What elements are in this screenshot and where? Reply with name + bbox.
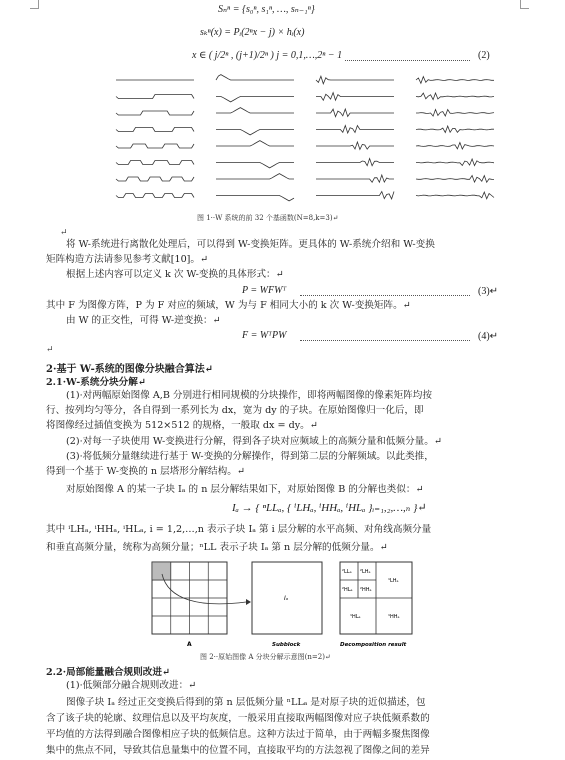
basis-function-curve — [116, 194, 194, 198]
basis-function-curve — [216, 163, 294, 168]
basis-function-curve — [216, 174, 294, 179]
paragraph-5-line-3: 含了该子块的轮廓、纹理信息以及平均灰度，一般采用直接取两幅图像对应子块低频系数的 — [46, 713, 430, 724]
basis-function-curve — [116, 161, 194, 165]
basis-function-curve — [416, 159, 494, 166]
basis-function-curve — [116, 95, 194, 99]
paragraph-1-line-1: 将 W-系统进行离散化处理后，可以得到 W-变换矩阵。更具体的 W-系统介绍和 W-变换 — [66, 239, 435, 250]
figure-1-basis-functions — [112, 72, 532, 212]
paragraph-5-line-2: 图像子块 Iₐ 经过正交变换后得到的第 n 层低频分量 ⁿLLₐ 是对原子块的近似描述，包 — [66, 697, 426, 708]
paragraph-3-line-5: (3)·将低频分量继续进行基于 W-变换的分解操作，得到第二层的分解频域。以此类推， — [66, 451, 434, 462]
image-a-selected-block — [152, 562, 171, 580]
cell-1hl: ¹HLₐ — [350, 614, 361, 620]
label-a: A — [187, 641, 192, 648]
basis-function-curve — [316, 126, 394, 134]
paragraph-3-line-4: (2)·对每一子块使用 W-变换进行分解，得到各子块对应频域上的高频分量和低频分量。↵ — [66, 436, 442, 447]
paragraph-2-line-1: 其中 F 为图像方阵，P 为 F 对应的频域，W 为与 F 相同大小的 k 次 W-变换矩阵。↵ — [46, 300, 411, 311]
basis-function-curve — [216, 108, 294, 113]
basis-function-curve — [416, 143, 494, 150]
equation-leader-dots — [345, 60, 470, 61]
equation-number-2: (2) — [478, 50, 490, 61]
section-2-1-heading: 2.1·W-系统分块分解↵ — [46, 377, 146, 388]
basis-function-curve — [216, 130, 294, 135]
equation-5: Iₐ → { ⁿLLₐ, { ⁱLHₐ, ⁱHHₐ, ⁱHLₐ }ᵢ₌₁,₂,…,ₙ }↵ — [232, 502, 427, 514]
cell-2lh: ²LHₐ — [360, 569, 371, 575]
equation-4-leader-dots — [300, 340, 470, 341]
equation-number-4: (4)↵ — [478, 331, 499, 342]
basis-function-curve — [216, 97, 294, 102]
basis-function-curve — [316, 142, 394, 149]
paragraph-1-line-2: 矩阵构造方法请参见参考文献[10]。↵ — [46, 254, 209, 265]
basis-function-curve — [316, 76, 394, 84]
paragraph-3-line-6: 得到一个基于 W-变换的 n 层塔形分解结构。↵ — [46, 466, 245, 477]
cell-1hh: ¹HHₐ — [388, 614, 400, 620]
equation-3: P = WFWᵀ — [242, 285, 287, 296]
paragraph-5-line-1: (1)·低频部分融合规则改进：↵ — [66, 680, 197, 691]
arrow-head — [246, 599, 251, 605]
paragraph-4-line-2: 和垂直高频分量，统称为高频分量；ⁿLL 表示子块 Iₐ 第 n 层分解的低频分量。↵ — [46, 542, 388, 553]
subblock-label-ia: Iₐ — [284, 595, 289, 602]
paragraph-2-line-2: 由 W 的正交性，可得 W-逆变换：↵ — [66, 315, 221, 326]
basis-function-curve — [416, 77, 494, 84]
basis-function-curve — [216, 75, 294, 80]
basis-function-curve — [416, 93, 494, 100]
basis-function-curve — [116, 111, 194, 115]
basis-function-curve — [116, 128, 194, 132]
cell-2hh: ²HHₐ — [360, 587, 372, 593]
paragraph-3-line-2: 行、按列均匀等分，各自得到一系列长为 dx，宽为 dy 的子块。在原始图像归一化后，即 — [46, 405, 424, 416]
basis-function-curve — [116, 144, 194, 148]
paragraph-3-line-1: (1)·对两幅原始图像 A,B 分别进行相同规模的分块操作，即将两幅图像的像素矩阵均按 — [66, 390, 432, 401]
equation-sn: Sₙⁿ = {s₀ⁿ, s₁ⁿ, …, sₙ₋₁ⁿ} — [218, 4, 315, 15]
paragraph-3-line-7: 对原始图像 A 的某一子块 Iₐ 的 n 层分解结果如下，对原始图像 B 的分解也类似：↵ — [66, 484, 424, 495]
basis-function-curve — [216, 196, 294, 201]
paragraph-5-line-5: 集中的焦点不同，导致其信息量集中的位置不同，直接取平均的方法忽视了图像之间的差异 — [46, 745, 430, 756]
figure-2-caption: 图 2··原始图像 A 分块分解示意图(n=2)↵ — [200, 653, 331, 661]
label-subblock: Subblock — [272, 642, 301, 648]
section-2-heading: 2·基于 W-系统的图像分块融合算法↵ — [46, 364, 214, 375]
cell-1lh: ¹LHₐ — [388, 578, 399, 584]
figure-1-caption: 图 1··W 系统的前 32 个基函数(N=8,k=3)↵ — [197, 214, 339, 222]
basis-function-curve — [316, 175, 394, 182]
basis-function-curve — [416, 192, 494, 199]
basis-function-curve — [416, 176, 494, 183]
figure-2-block-decomposition — [150, 560, 430, 652]
equation-range: x ∈ ( j/2ⁿ , (j+1)/2ⁿ ) j = 0,1,…,2ⁿ − 1 — [192, 50, 343, 61]
paragraph-1-line-3: 根据上述内容可以定义 k 次 W-变换的具体形式：↵ — [66, 269, 284, 280]
basis-function-curve — [316, 93, 394, 101]
paragraph-4-line-1: 其中 ⁱLHₐ, ⁱHHₐ, ⁱHLₐ, i = 1,2,…,n 表示子块 Iₐ 第 i 层分解的水平高频、对角线高频分量 — [46, 524, 432, 535]
cell-2hl: ²HLₐ — [342, 587, 353, 593]
label-decomposition: Decomposition result — [340, 642, 407, 648]
paragraph-5-line-4: 平均值的方法得到融合图像相应子块的低频信息。这种方法过于简单，由于两幅多聚焦图像 — [46, 729, 430, 740]
paragraph-mark: ↵ — [46, 345, 54, 355]
basis-function-curve — [416, 126, 494, 133]
section-2-2-heading: 2.2·局部能量融合规则改进↵ — [46, 667, 171, 678]
basis-function-curve — [216, 141, 294, 146]
paragraph-mark: ↵ — [60, 228, 68, 238]
equation-sk: sₖⁿ(x) = Pᵢ(2ⁿx − j) × hᵢ(x) — [200, 27, 305, 38]
cell-2ll: ²LLₐ — [342, 569, 352, 575]
equation-number-3: (3)↵ — [478, 286, 499, 297]
paragraph-3-line-3: 将图像经过插值变换为 512×512 的规格，一般取 dx = dy。↵ — [46, 420, 318, 431]
basis-function-curve — [116, 177, 194, 181]
crop-mark-top-left — [30, 0, 39, 9]
basis-function-curve — [316, 192, 394, 199]
equation-4: F = WᵀPW — [242, 330, 287, 341]
basis-function-curve — [316, 109, 394, 117]
equation-3-leader-dots — [300, 295, 470, 296]
basis-function-curve — [316, 159, 394, 166]
basis-function-curve — [416, 110, 494, 117]
crop-mark-top-right — [520, 0, 529, 9]
